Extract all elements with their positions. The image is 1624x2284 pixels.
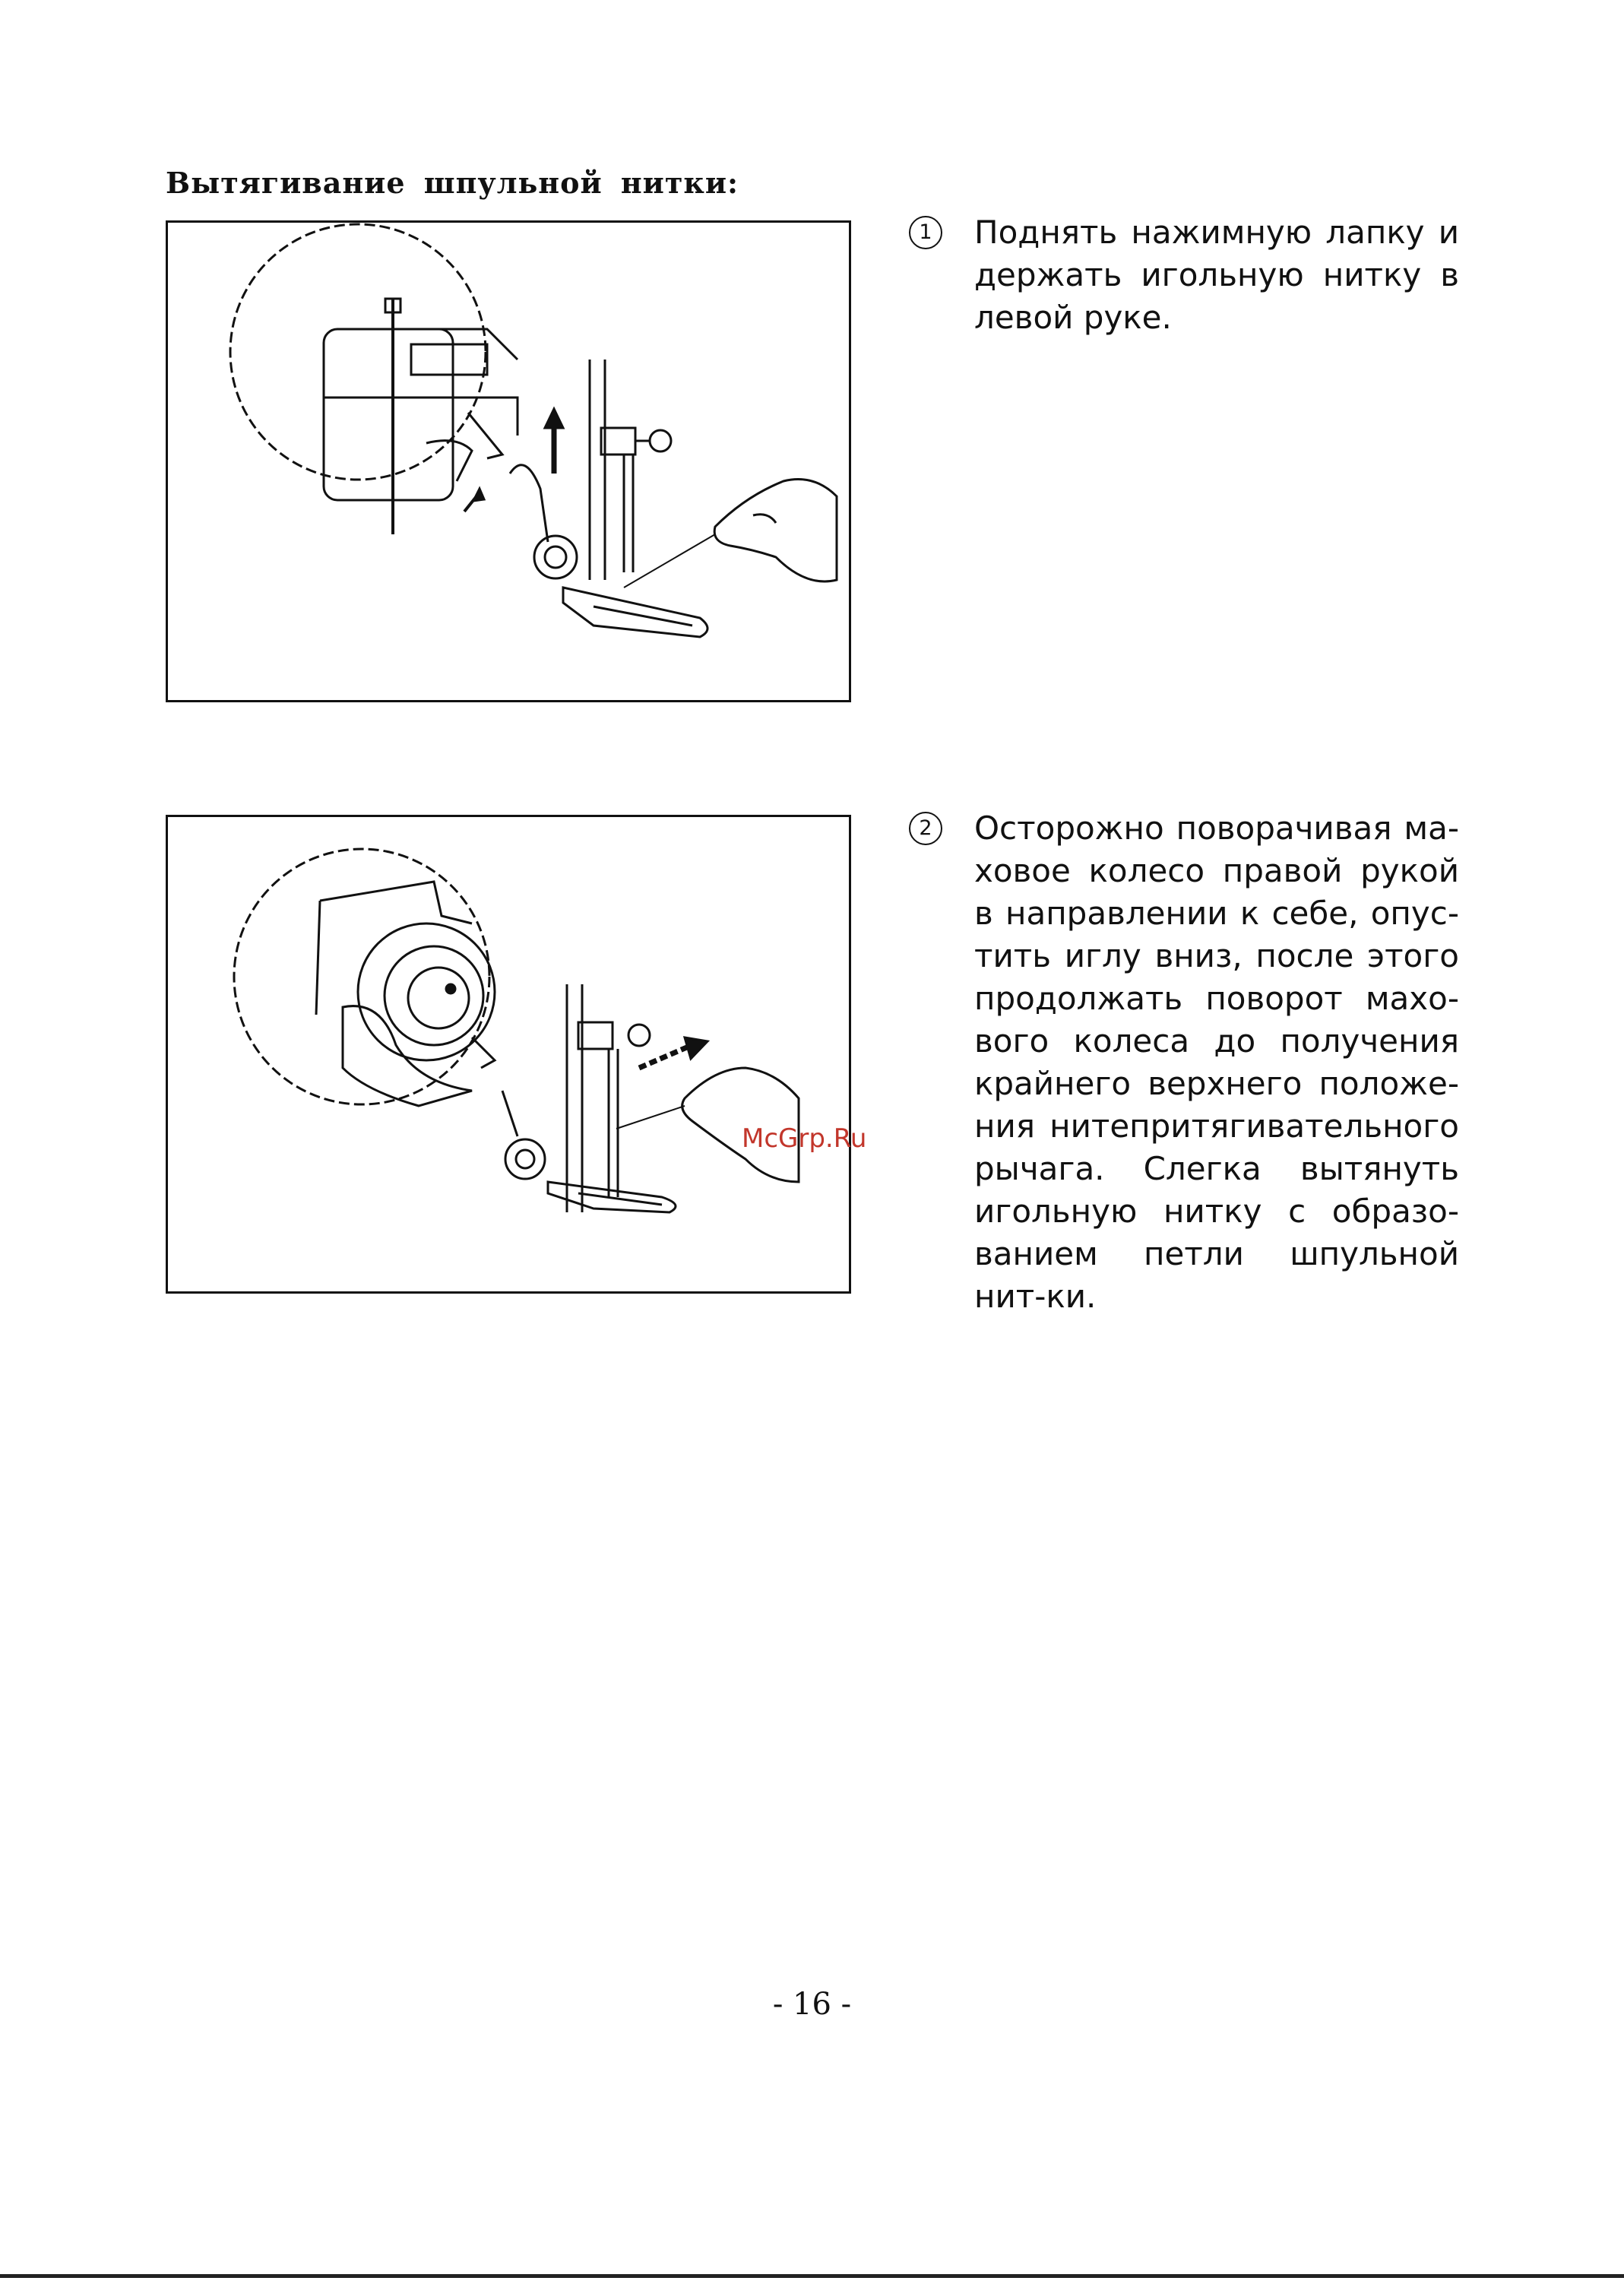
machine-head <box>324 329 453 500</box>
step-1 <box>909 211 1459 339</box>
lever-icon <box>426 441 472 481</box>
page-heading: Вытягивание шпульной нитки: <box>166 166 739 200</box>
presser-foot-lifter <box>510 465 548 542</box>
magnifier-circle <box>234 849 489 1104</box>
needle-thread <box>624 534 715 588</box>
presser-foot-illustration <box>168 223 849 700</box>
thread-tension-dial <box>534 536 577 578</box>
watermark: McGrp.Ru <box>742 1123 867 1154</box>
step-text: Осторожно поворачивая ма-ховое колесо правой рукой в направлении к себе, опус-тить иглу вниз, после этого продолжать поворот махо-вого колеса до получения крайнего верхнего положе-ния нитепритягивательного рычага. Слегка вытянуть игольную нитку с образо-ванием петли шпульной нит-ки. <box>974 809 1459 1315</box>
magnifier-pointer <box>468 413 502 458</box>
step-text: Поднять нажимную лапку и держать игольную нитку в левой руке. <box>974 214 1459 336</box>
needle-thread <box>616 1106 685 1129</box>
magnifier-pointer <box>472 1037 495 1068</box>
step-2 <box>909 807 1459 1318</box>
pull-arrow-icon <box>639 1047 689 1068</box>
presser-foot <box>563 588 708 637</box>
bottom-rule <box>0 2274 1624 2278</box>
left-hand <box>714 480 837 582</box>
handwheel-illustration <box>168 817 849 1291</box>
handwheel <box>358 923 495 1060</box>
figure-turn-handwheel <box>166 815 851 1294</box>
figure-raise-presser-foot <box>166 220 851 702</box>
step-number-badge: 1 <box>909 216 942 249</box>
step-number-badge: 2 <box>909 812 942 845</box>
thread-tension-dial <box>505 1139 545 1179</box>
page-number: - 16 - <box>772 1987 852 2022</box>
